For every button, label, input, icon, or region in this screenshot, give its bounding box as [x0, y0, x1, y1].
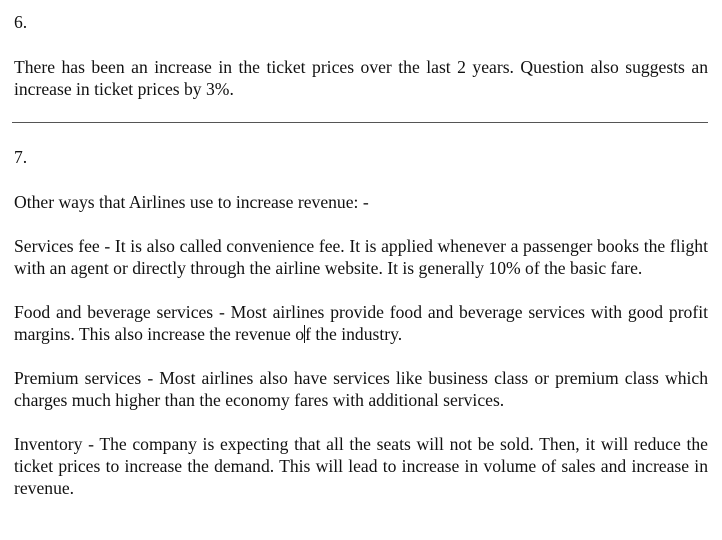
section-divider: [12, 122, 708, 123]
food-beverage-text-after-caret: f the industry.: [305, 324, 403, 344]
food-beverage-text-before-caret: Food and beverage services - Most airlines provide food and beverage services with good profit margins. This also increase the revenue o: [14, 302, 708, 344]
food-beverage-paragraph[interactable]: [14, 301, 708, 345]
answer-6-number: 6.: [14, 12, 28, 32]
answer-6-section: [14, 11, 708, 100]
inventory-paragraph[interactable]: Inventory - The company is expecting that all the seats will not be sold. Then, it will reduce the ticket prices to increase the demand. This will lead to increase in volume of sales and increase in revenue.: [14, 434, 708, 498]
answer-7-section: [14, 146, 708, 499]
answer-7-number: 7.: [14, 147, 28, 167]
answer-6-text[interactable]: There has been an increase in the ticket prices over the last 2 years. Question also suggests an increase in ticket prices by 3%.: [14, 57, 708, 99]
answer-7-intro[interactable]: Other ways that Airlines use to increase revenue: -: [14, 192, 369, 212]
services-fee-paragraph[interactable]: Services fee - It is also called convenience fee. It is applied whenever a passenger books the flight with an agent or directly through the airline website. It is generally 10% of the basic fare.: [14, 236, 708, 278]
premium-services-paragraph[interactable]: Premium services - Most airlines also have services like business class or premium class which charges much higher than the economy fares with additional services.: [14, 368, 708, 410]
